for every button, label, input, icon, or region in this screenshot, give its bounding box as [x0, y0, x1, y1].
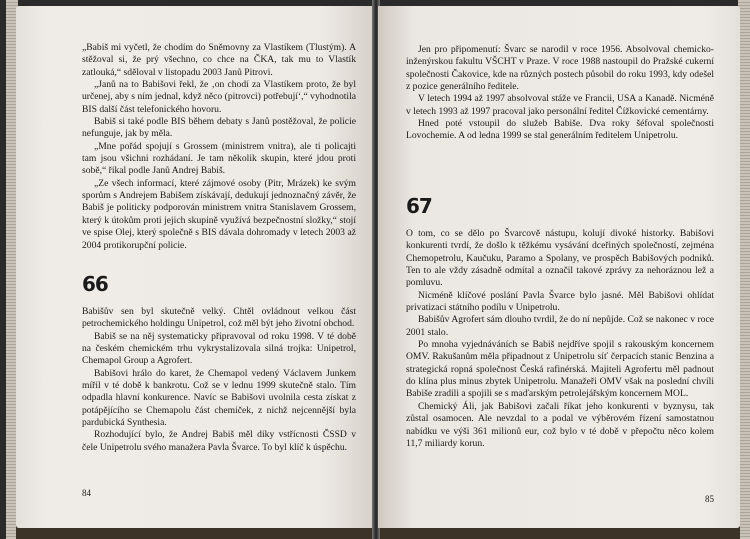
paragraph: Po mnoha vyjednáváních se Babiš nejdříve spojil s rakouským koncernem OMV. Rakušanům měla připadnout z Unipetrolu síť čerpacích stanic Benzina a strategická ropná společnost Česká rafinérská. Majiteli Agrofertu měl padnout do klína plus minus zbytek Unipetrolu. Manažeři OMV však na poslední chvíli Babiše zradili a spojili se s maďarským petrolejářským koncernem MOL.: [406, 339, 714, 400]
paragraph: O tom, co se dělo po Švarcově nástupu, kolují divoké historky. Babišovi konkurenti tvrdí, že došlo k těžkému vysávání dceřiných společností, zejména Chemopetrolu, Kaučuku, Paramo a Spolany, ve prospěch Babišových podniků. Ten to ale vždy zásadně odmítal a označil takové zprávy za nehoráznou lež a pomluvu.: [406, 228, 714, 289]
right-text-block-1: [406, 44, 714, 143]
paragraph: Chemický Áli, jak Babišovi začali říkat jeho konkurenti v byznysu, tak zůstal osamocen. Ale nevzdal to a podal ve výběrovém řízení samostatnou nabídku ve výši 361 milionů eur, což bylo v té době v přepočtu něco kolem 11,7 miliardy korun.: [406, 400, 714, 449]
paragraph: Nicméně klíčové poslání Pavla Švarce bylo jasné. Měl Babišovi ohlídat privatizaci státního podílu v Unipetrolu.: [406, 289, 714, 314]
paragraph: Babiš se na něj systematicky připravoval od roku 1998. V té době na českém chemickém trhu vykrystalizovala silná trojka: Unipetrol, Chemapol Group a Agrofert.: [82, 330, 356, 367]
paragraph: „Janů na to Babišovi řekl, že ‚on chodí za Vlastíkem proto, že byl určenej, aby s ním jednal, když něco (pitrovci) potřebují‘,“ vyhodnotila BIS další část telefonického hovoru.: [82, 79, 356, 115]
paragraph: Jen pro připomenutí: Švarc se narodil v roce 1956. Absolvoval chemicko-inženýrskou fakultu VŠCHT v Praze. V roce 1988 nastoupil do Pražské cukerní společnosti Čakovice, kde na různých postech působil do roku 1993, kdy odešel z pozice generálního ředitele.: [406, 44, 714, 93]
paragraph: V letech 1994 až 1997 absolvoval stáže ve Francii, USA a Kanadě. Nicméně v letech 1993 až 1997 pracoval jako personální ředitel Čížkovické cementárny.: [406, 93, 714, 117]
page-number: 85: [705, 494, 714, 504]
right-text-block-2: [406, 228, 714, 450]
paragraph: „Babiš mi vyčetl, že chodím do Sněmovny za Vlastíkem (Tlustým). A stěžoval si, že prý všechno, co chce na ČKA, tak mu to Vlastík zatlouká,“ sděloval v listopadu 2003 Janů Pitrovi.: [82, 42, 356, 78]
paragraph: „Ze všech informací, které zájmové osoby (Pitr, Mrázek) ke svým sporům s Andrejem Babišem získávají, dedukují jednoznačný závěr, že Babiš je politicky podporován ministrem vnitra Stanislavem Grossem, který k útokům proti jejich skupině využívá bezpečnostní složky,“ stojí ve spise Olej, který společně s BIS dávala dohromady v letech 2003 až 2004 protikorupční policie.: [82, 177, 356, 251]
left-text-block-2: [82, 306, 356, 454]
paragraph: Babišův sen byl skutečně velký. Chtěl ovládnout velkou část petrochemického holdingu Unipetrol, což měl být jeho životní obchod.: [82, 306, 356, 330]
paragraph: Hned poté vstoupil do služeb Babiše. Dva roky šéfoval společnosti Lovochemie. A od ledna 1999 se stal generálním ředitelem Unipetrolu.: [406, 118, 714, 142]
paragraph: Babiš si také podle BIS během debaty s Janů postěžoval, že policie nefunguje, jak by měla.: [82, 116, 356, 140]
chapter-number: 67: [406, 194, 432, 218]
left-text-block-1: [82, 42, 356, 252]
chapter-number: 66: [82, 272, 108, 296]
paragraph: „Mne pořád spojují s Grossem (ministrem vnitra), ale ti policajti tam jsou všichni rozhádaní. Je tam několik skupin, které jdou proti sobě,“ říkal podle Janů Andrej Babiš.: [82, 140, 356, 177]
paragraph: Rozhodující bylo, že Andrej Babiš měl díky vstřícnosti ČSSD v čele Unipetrolu svého manažera Pavla Švarce. To byl klíč k úspěchu.: [82, 429, 356, 453]
paragraph: Babišův Agrofert sám dlouho tvrdil, že do ní nepůjde. Což se nakonec v roce 2001 stalo.: [406, 314, 714, 338]
right-page: [378, 6, 740, 528]
paragraph: Babišovi hrálo do karet, že Chemapol vedený Václavem Junkem mířil v té době k bankrotu. Což se v lednu 1999 skutečně stalo. Tím odpadla hlavní konkurence. Navíc se Babišovi uvolnila cesta získat z potápějícího se Chemapolu část chemiček, z nichž nejcennější byla pardubická Synthesia.: [82, 367, 356, 429]
left-page: [16, 6, 374, 528]
page-number: 84: [82, 488, 91, 498]
